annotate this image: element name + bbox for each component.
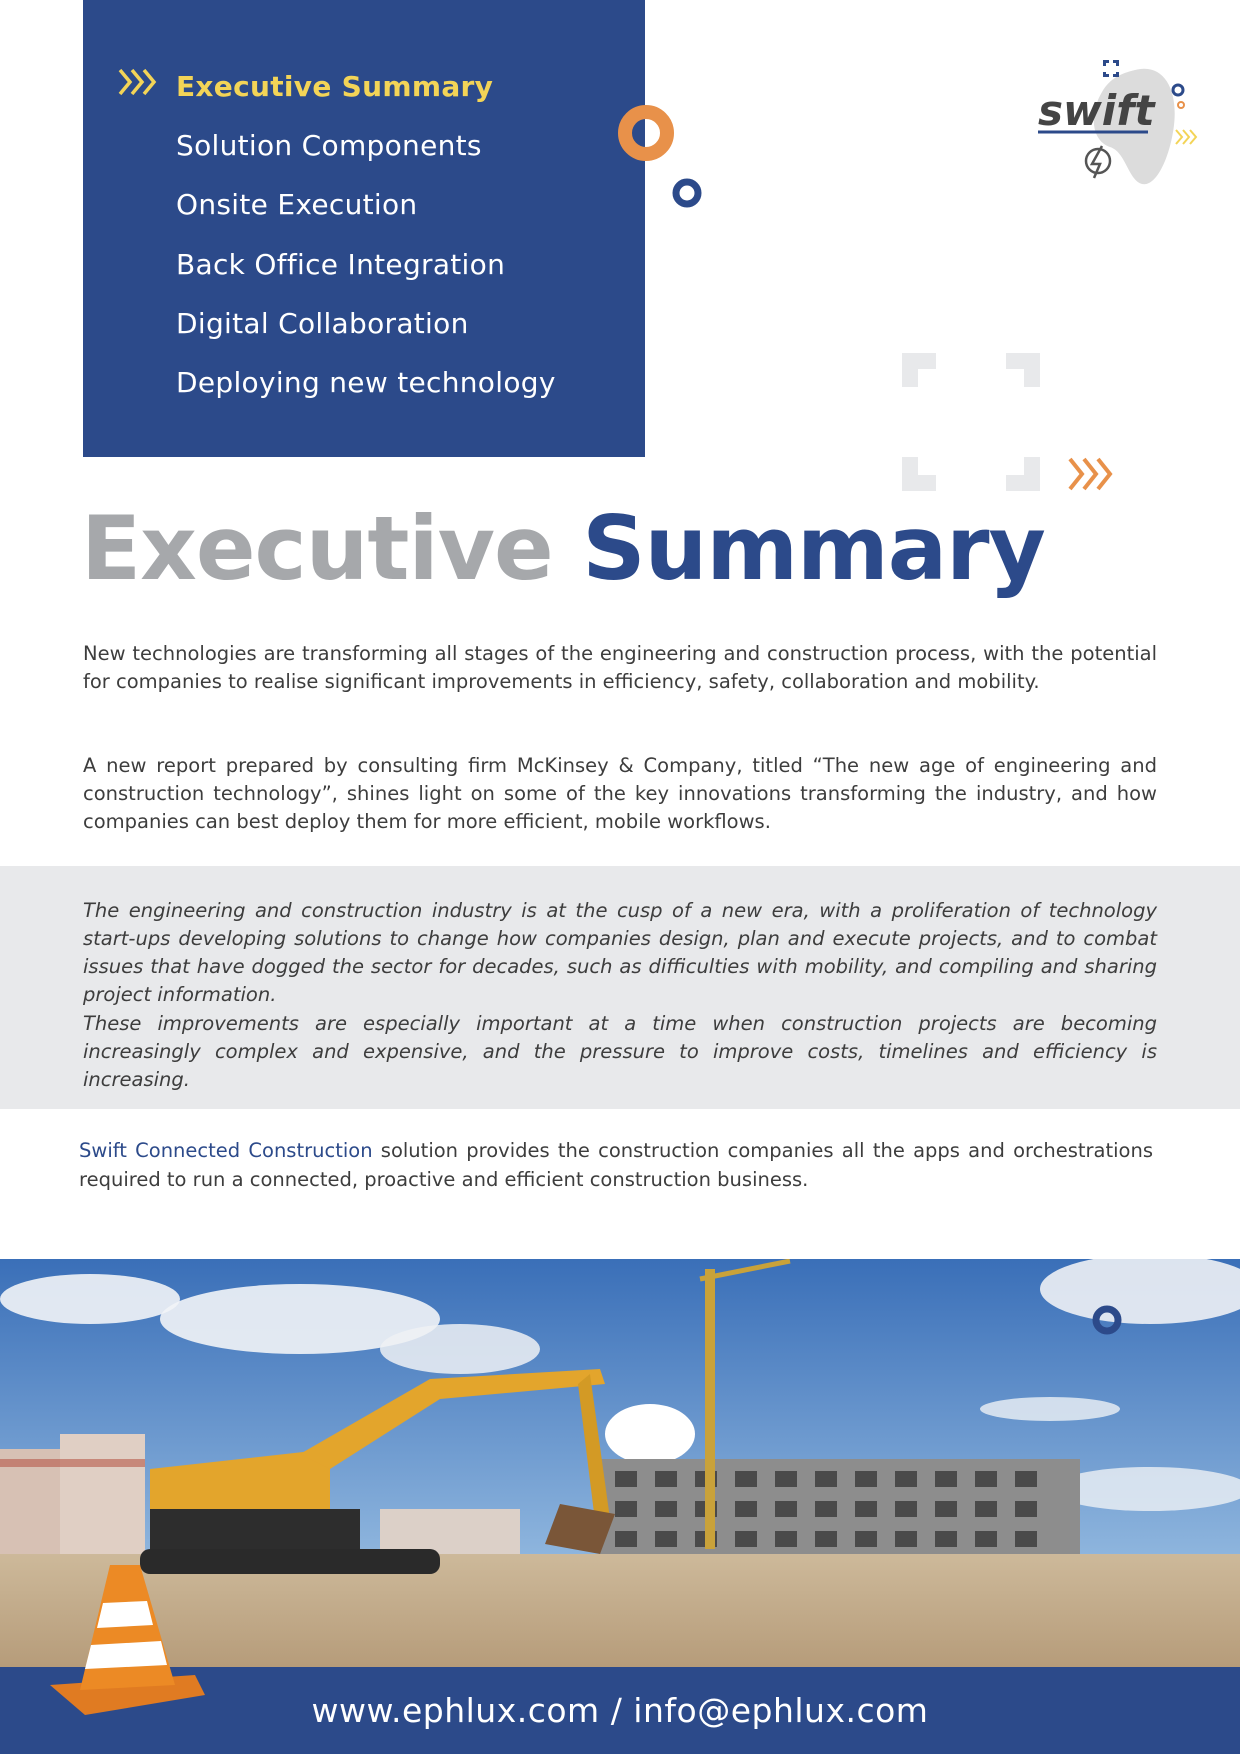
- title-word-executive: Executive: [81, 497, 553, 600]
- solution-paragraph: [79, 1136, 1153, 1194]
- page-title: [81, 497, 1045, 600]
- footer-contact[interactable]: www.ephlux.com / info@ephlux.com: [311, 1691, 929, 1730]
- swift-connected-construction-link[interactable]: Swift Connected Construction: [79, 1139, 373, 1162]
- swift-logo: [1030, 52, 1205, 192]
- orange-chevron-icon: [1067, 456, 1117, 492]
- quote-paragraph-1: The engineering and construction industry is at the cusp of a new era, with a proliferation of technology start-ups developing solutions to change how companies design, plan and execute projects, and to combat issues that have dogged the sector for decades, such as difficulties with mobility, and compiling and sharing project information.: [83, 899, 1157, 1006]
- title-word-summary: Summary: [582, 497, 1045, 600]
- toc-item-digital-collaboration[interactable]: Digital Collaboration: [176, 307, 469, 340]
- triple-chevron-icon: [117, 66, 159, 98]
- solution-text: solution provides the construction companies all the apps and orchestrations required to run a connected, proactive and efficient construction business.: [79, 1139, 1153, 1191]
- quote-paragraph-2: These improvements are especially important at a time when construction projects are becoming increasingly complex and expensive, and the pressure to improve costs, timelines and efficiency is increasing.: [83, 1012, 1157, 1091]
- toc-item-onsite-execution[interactable]: Onsite Execution: [176, 188, 418, 221]
- orange-ring-icon: [616, 103, 676, 163]
- toc-item-solution-components[interactable]: Solution Components: [176, 129, 482, 162]
- toc-item-deploying-new-technology[interactable]: Deploying new technology: [176, 366, 556, 399]
- toc-item-back-office-integration[interactable]: Back Office Integration: [176, 248, 506, 281]
- logo-wordmark: swift: [1038, 86, 1155, 135]
- frame-corners-icon: [902, 353, 1040, 491]
- toc-panel: [83, 0, 645, 457]
- traffic-cone-icon: [45, 1555, 205, 1715]
- intro-paragraph-1: New technologies are transforming all stages of the engineering and construction process, with the potential for companies to realise significant improvements in efficiency, safety, collaboration and mobility.: [83, 642, 1157, 693]
- toc-item-executive-summary[interactable]: Executive Summary: [176, 70, 494, 103]
- blue-ring-icon: [671, 177, 703, 209]
- intro-paragraph-2: A new report prepared by consulting firm McKinsey & Company, titled “The new age of engineering and construction technology”, shines light on some of the key innovations transforming the industry, and how companies can best deploy them for more efficient, mobile workflows.: [83, 754, 1157, 833]
